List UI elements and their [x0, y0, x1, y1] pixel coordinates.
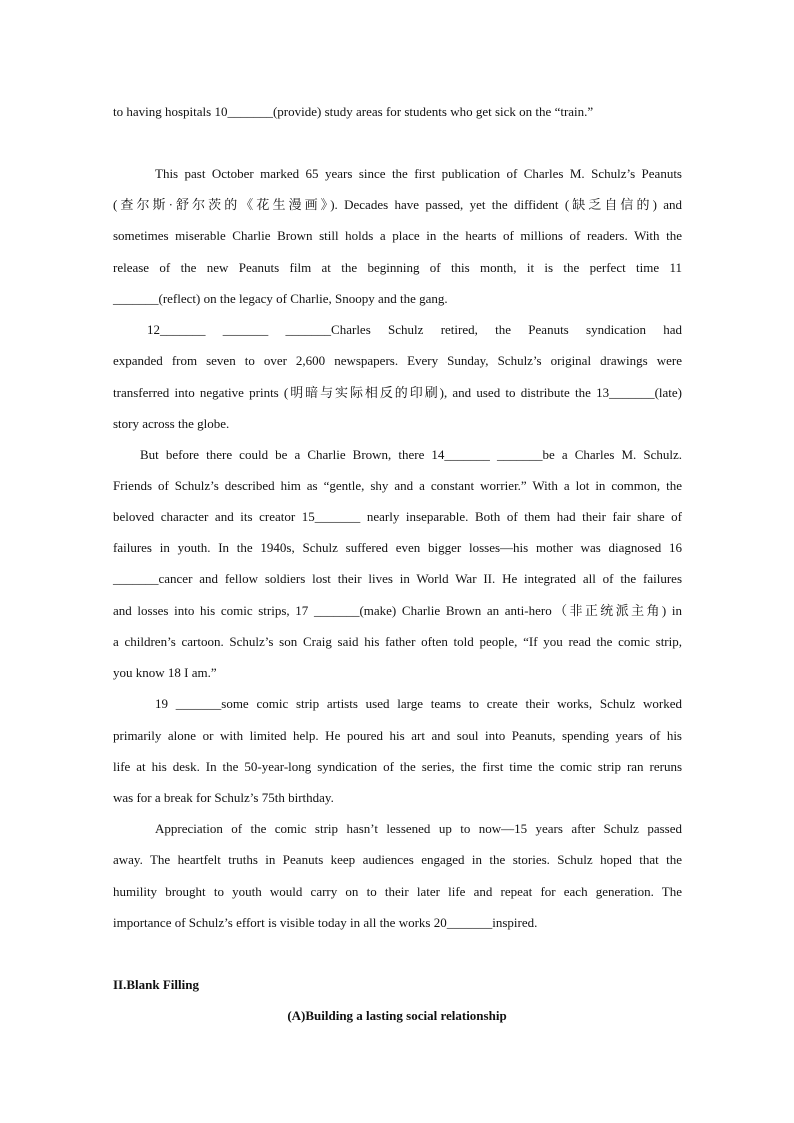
text-line: life at his desk. In the 50-year-long syndication of the series, the first time the comic strip ran reruns [113, 759, 682, 774]
text-line: and losses into his comic strips, 17 _______(make) Charlie Brown an anti-hero（非正统派主角) in [113, 603, 682, 618]
text-line: _______(reflect) on the legacy of Charlie, Snoopy and the gang. [113, 291, 448, 306]
text-line: failures in youth. In the 1940s, Schulz suffered even bigger losses—his mother was diagnosed 16 [113, 540, 682, 555]
text-line: was for a break for Schulz’s 75th birthday. [113, 790, 334, 805]
text-line: you know 18 I am.” [113, 665, 217, 680]
text-line: sometimes miserable Charlie Brown still holds a place in the hearts of millions of readers. With the [113, 228, 682, 243]
text-line: _______cancer and fellow soldiers lost their lives in World War II. He integrated all of the failures [113, 571, 682, 586]
subsection-heading: (A)Building a lasting social relationship [287, 1008, 507, 1023]
text-line: Friends of Schulz’s described him as “gentle, shy and a constant worrier.” With a lot in common, the [113, 478, 682, 493]
text-line: But before there could be a Charlie Brown, there 14_______ _______be a Charles M. Schulz. [140, 447, 682, 462]
text-line: humility brought to youth would carry on to their later life and repeat for each generation. The [113, 884, 682, 899]
text-line: release of the new Peanuts film at the beginning of this month, it is the perfect time 11 [113, 260, 682, 275]
text-line: away. The heartfelt truths in Peanuts keep audiences engaged in the stories. Schulz hoped that the [113, 852, 682, 867]
text-line: 12_______ _______ _______Charles Schulz retired, the Peanuts syndication had [147, 322, 682, 337]
text-line: transferred into negative prints (明暗与实际相反的印刷), and used to distribute the 13_______(late) [113, 385, 682, 400]
text-line: beloved character and its creator 15_______ nearly inseparable. Both of them had their fair share of [113, 509, 682, 524]
text-line: primarily alone or with limited help. He poured his art and soul into Peanuts, spending years of his [113, 728, 682, 743]
text-line: expanded from seven to over 2,600 newspapers. Every Sunday, Schulz’s original drawings were [113, 353, 682, 368]
text-line: story across the globe. [113, 416, 230, 431]
text-line: a children’s cartoon. Schulz’s son Craig said his father often told people, “If you read the comic strip, [113, 634, 682, 649]
text-line: Appreciation of the comic strip hasn’t lessened up to now—15 years after Schulz passed [155, 821, 682, 836]
text-line: importance of Schulz’s effort is visible today in all the works 20_______inspired. [113, 915, 538, 930]
section-heading: II.Blank Filling [113, 977, 199, 992]
text-line: (查尔斯·舒尔茨的《花生漫画》). Decades have passed, yet the diffident (缺乏自信的) and [113, 197, 682, 212]
text-line: This past October marked 65 years since the first publication of Charles M. Schulz’s Peanuts [155, 166, 682, 181]
text-line-continuation: to having hospitals 10_______(provide) study areas for students who get sick on the “train.” [113, 104, 594, 119]
text-line: 19 _______some comic strip artists used large teams to create their works, Schulz worked [155, 696, 682, 711]
